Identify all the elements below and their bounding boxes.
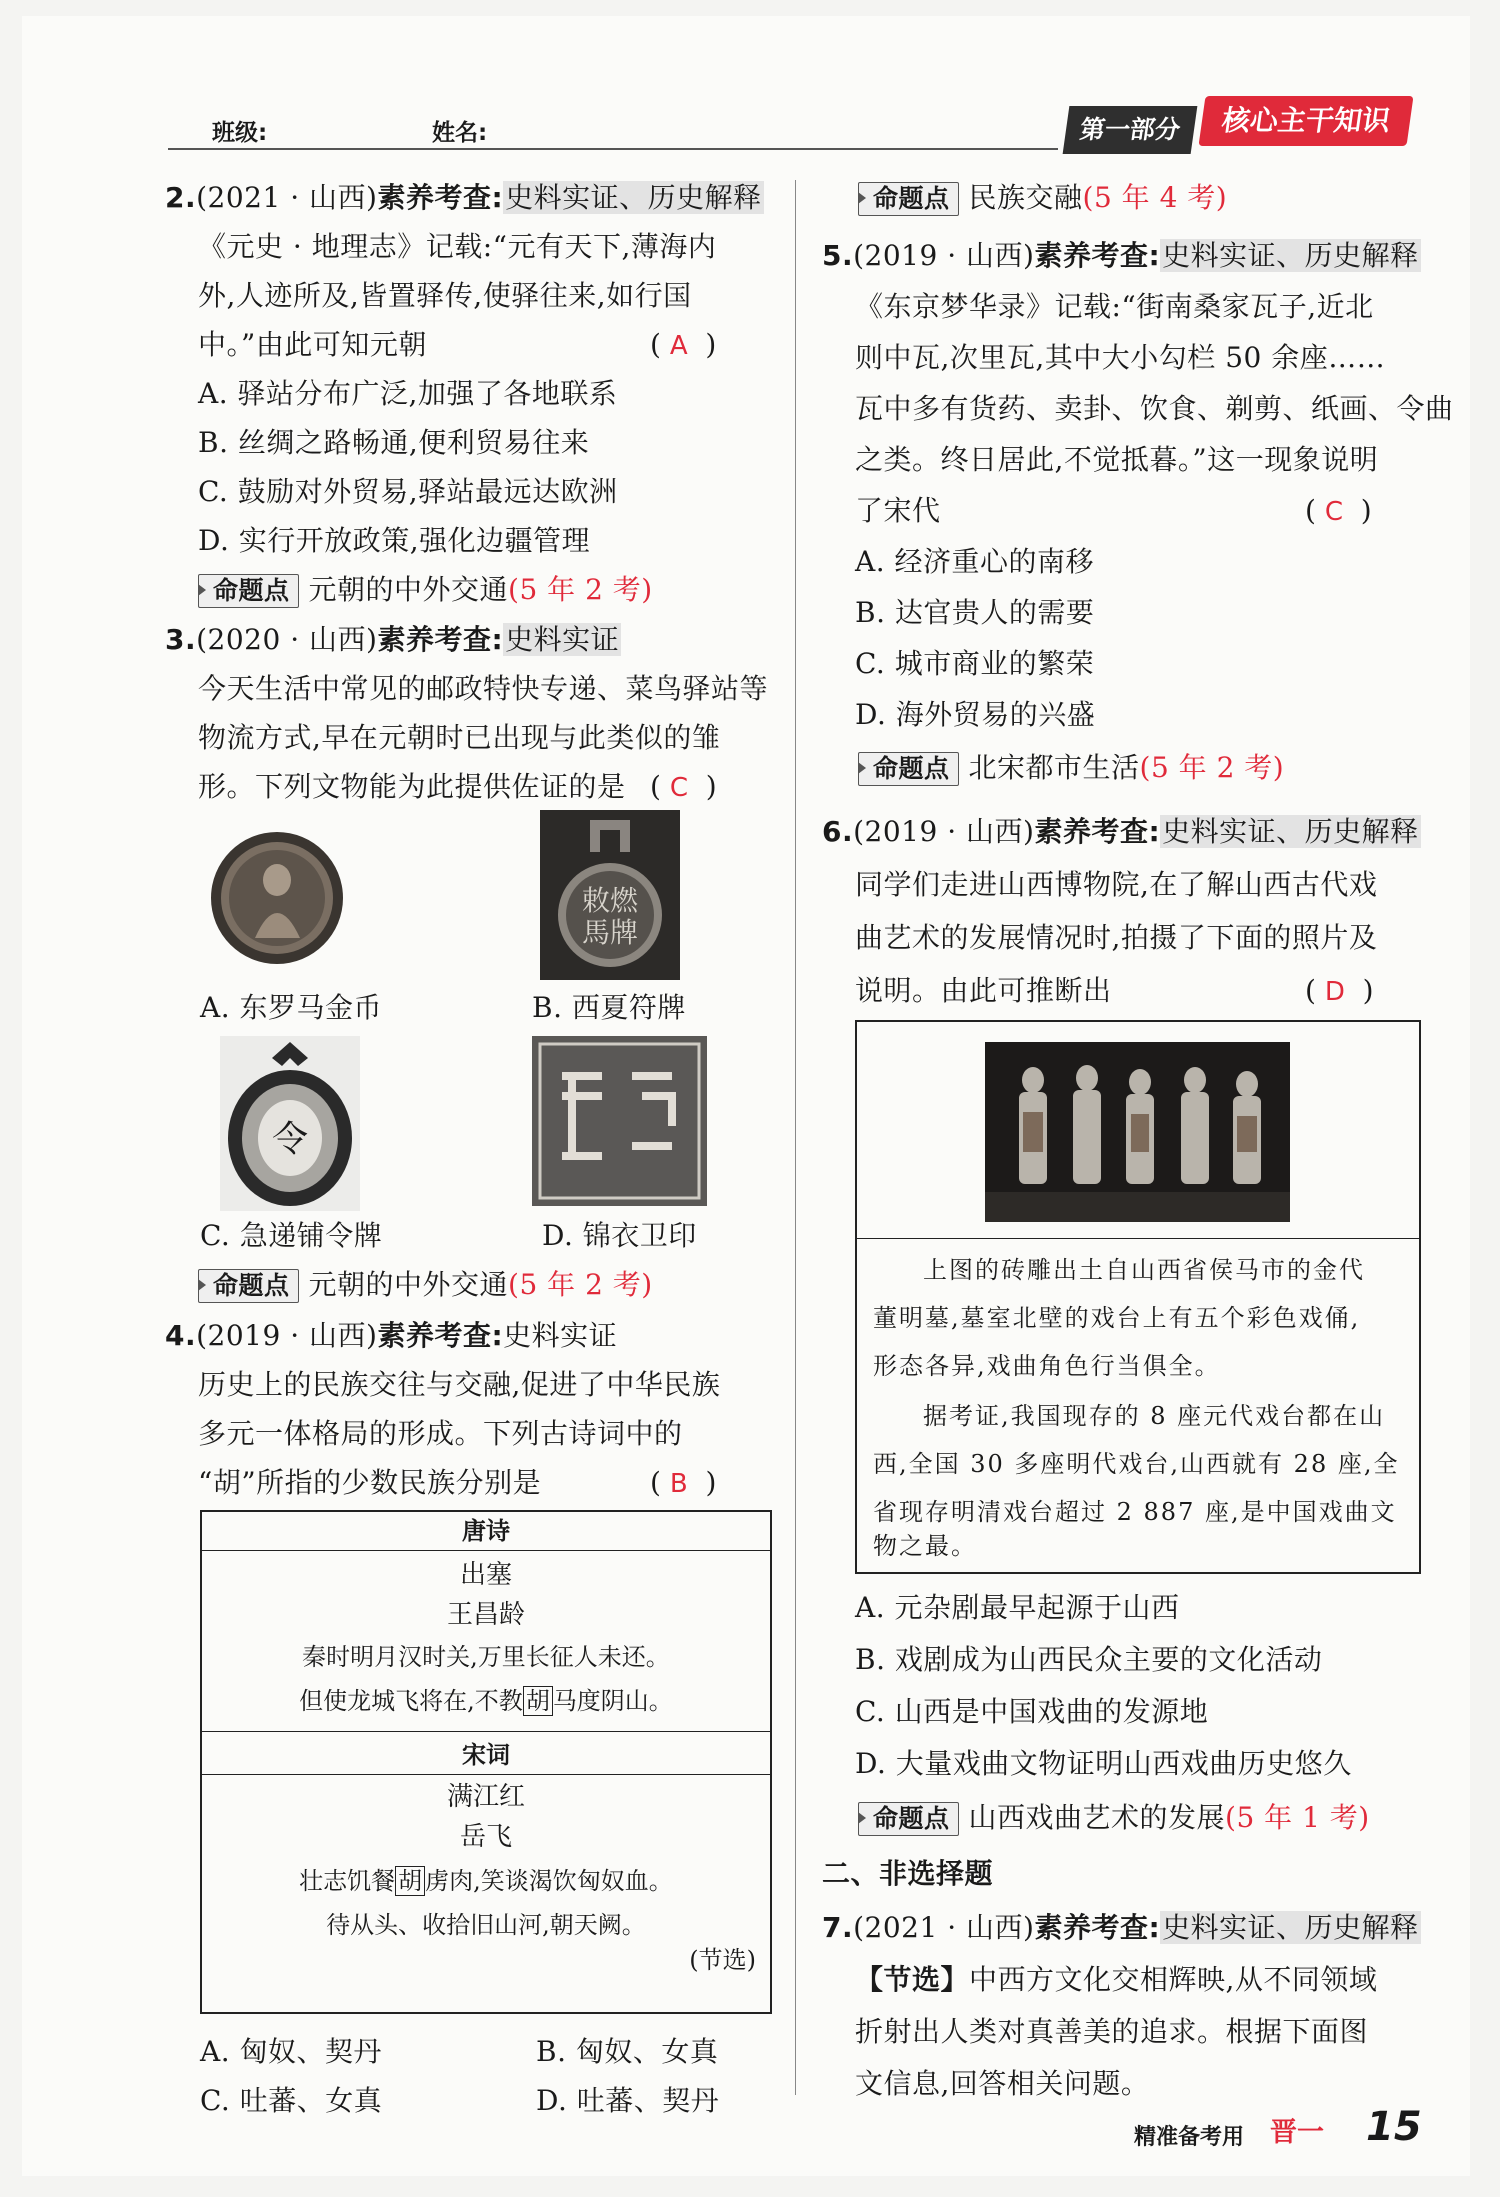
q7-text: 中西方文化交相辉映,从不同领域 bbox=[969, 1963, 1378, 1996]
q4-option: A. 匈奴、契丹 bbox=[200, 2035, 383, 2068]
q3-image-caption: A. 东罗马金币 bbox=[200, 991, 383, 1024]
q4-stem-line: 历史上的民族交往与交融,促进了中华民族 bbox=[198, 1368, 721, 1401]
q7-skills: 史料实证、历史解释 bbox=[1162, 1911, 1419, 1944]
q5-tag: 素养考查: bbox=[1034, 239, 1161, 272]
q2-option: A. 驿站分布广泛,加强了各地联系 bbox=[198, 377, 618, 410]
q3-stem-line: 形。下列文物能为此提供佐证的是 bbox=[198, 770, 626, 803]
q6-stem-line: 曲艺术的发展情况时,拍摄了下面的照片及 bbox=[855, 921, 1378, 954]
q3-image-caption: B. 西夏符牌 bbox=[532, 991, 686, 1024]
q5-answer: C bbox=[1324, 497, 1343, 527]
token-glyph: 令 bbox=[271, 1119, 309, 1160]
q2-meta: (2021 · 山西) bbox=[196, 181, 378, 214]
q2-option: C. 鼓励对外贸易,驿站最远达欧洲 bbox=[198, 475, 618, 508]
q6-option: C. 山西是中国戏曲的发源地 bbox=[855, 1695, 1209, 1728]
core-badge: 核心主干知识 bbox=[1198, 96, 1413, 146]
page-number: 15 bbox=[1366, 2104, 1422, 2150]
song-line: 待从头、收拾旧山河,朝天阙。 bbox=[326, 1911, 646, 1939]
q3-heading bbox=[165, 620, 621, 660]
q5-option: B. 达官贵人的需要 bbox=[855, 596, 1095, 629]
q3-answer: C bbox=[669, 773, 688, 803]
point-label: 命题点 bbox=[198, 1269, 299, 1303]
q4-heading bbox=[165, 1316, 617, 1356]
q6-point-text: 山西戏曲艺术的发展 bbox=[968, 1801, 1226, 1834]
q4-frequency: (5 年 4 考) bbox=[1082, 181, 1228, 214]
q6-option: B. 戏剧成为山西民众主要的文化活动 bbox=[855, 1643, 1323, 1676]
q6-number: 6. bbox=[822, 815, 854, 848]
q5-skills: 史料实证、历史解释 bbox=[1162, 239, 1419, 272]
q5-stem-line: 瓦中多有货药、卖卦、饮食、剃剪、纸画、令曲 bbox=[855, 392, 1454, 425]
tang-line: 秦时明月汉时关,万里长征人未还。 bbox=[302, 1643, 670, 1671]
q3-point-text: 元朝的中外交通 bbox=[308, 1268, 509, 1301]
tang-text: 马度阴山。 bbox=[552, 1687, 673, 1715]
svg-text:馬牌: 馬牌 bbox=[581, 916, 639, 949]
q4-option: B. 匈奴、女真 bbox=[536, 2035, 719, 2068]
q7-number: 7. bbox=[822, 1911, 854, 1944]
q2-answer-bracket: ( A ) bbox=[650, 328, 717, 361]
q5-option: C. 城市商业的繁荣 bbox=[855, 647, 1095, 680]
point-label: 命题点 bbox=[198, 574, 299, 608]
q4-skills: 史料实证 bbox=[503, 1319, 618, 1352]
q4-point-text: 民族交融 bbox=[968, 181, 1083, 214]
q7-stem-line: 折射出人类对真善美的追求。根据下面图 bbox=[855, 2015, 1369, 2048]
song-title: 满江红 bbox=[446, 1782, 525, 1812]
point-label: 命题点 bbox=[858, 752, 959, 786]
song-header: 宋词 bbox=[202, 1736, 770, 1775]
tang-author: 王昌龄 bbox=[446, 1600, 525, 1630]
q5-stem-line: 《东京梦华录》记载:“街南桑家瓦子,近北 bbox=[855, 290, 1374, 323]
note-line: 省现存明清戏台超过 2 887 座,是中国戏曲文 bbox=[873, 1498, 1397, 1526]
q5-stem-line: 则中瓦,次里瓦,其中大小勾栏 50 余座…… bbox=[855, 341, 1386, 374]
footer-label: 精准备考用 bbox=[1134, 2125, 1245, 2150]
q7-meta: (2021 · 山西) bbox=[853, 1911, 1035, 1944]
song-text: 虏肉,笑谈渴饮匈奴血。 bbox=[425, 1867, 673, 1895]
q2-point bbox=[198, 570, 653, 610]
q3-frequency: (5 年 2 考) bbox=[508, 1268, 653, 1301]
q6-stem-line: 同学们走进山西博物院,在了解山西古代戏 bbox=[855, 868, 1378, 901]
q4-meta: (2019 · 山西) bbox=[196, 1319, 378, 1352]
q2-tag: 素养考查: bbox=[377, 181, 504, 214]
q6-option: D. 大量戏曲文物证明山西戏曲历史悠久 bbox=[855, 1747, 1352, 1780]
q4-tag: 素养考查: bbox=[377, 1319, 504, 1352]
tang-title: 出塞 bbox=[459, 1560, 512, 1590]
q6-heading bbox=[822, 812, 1421, 852]
q2-heading bbox=[165, 178, 764, 218]
hu-highlight: 胡 bbox=[395, 1866, 425, 1896]
point-label: 命题点 bbox=[858, 182, 959, 216]
tablet-image bbox=[540, 810, 680, 980]
q6-tag: 素养考查: bbox=[1034, 815, 1161, 848]
q6-point bbox=[858, 1798, 1370, 1838]
note-line: 董明墓,墓室北壁的戏台上有五个彩色戏俑, bbox=[873, 1304, 1361, 1332]
q4-number: 4. bbox=[165, 1319, 197, 1352]
q3-stem-line: 今天生活中常见的邮政特快专递、菜鸟驿站等 bbox=[198, 672, 769, 705]
q3-meta: (2020 · 山西) bbox=[196, 623, 378, 656]
note-line: 上图的砖雕出土自山西省侯马市的金代 bbox=[923, 1256, 1365, 1284]
q2-option: D. 实行开放政策,强化边疆管理 bbox=[198, 524, 591, 557]
q5-point-text: 北宋都市生活 bbox=[968, 751, 1140, 784]
q5-point bbox=[858, 748, 1284, 788]
section-heading: 二、非选择题 bbox=[822, 1857, 994, 1890]
q6-frequency: (5 年 1 考) bbox=[1225, 1801, 1370, 1834]
tang-line bbox=[202, 1679, 770, 1723]
q4-point bbox=[858, 178, 1227, 218]
svg-text:敕燃: 敕燃 bbox=[581, 884, 639, 917]
footer-brand: 晋一 bbox=[1270, 2117, 1324, 2148]
q3-number: 3. bbox=[165, 623, 197, 656]
q6-answer-bracket: ( D ) bbox=[1305, 974, 1374, 1007]
q7-heading bbox=[822, 1908, 1421, 1948]
q2-answer: A bbox=[669, 331, 688, 361]
q4-answer-bracket: ( B ) bbox=[650, 1466, 717, 1499]
q7-stem-line: 文信息,回答相关问题。 bbox=[855, 2067, 1150, 2100]
q6-answer: D bbox=[1324, 977, 1345, 1007]
song-text: 壮志饥餐 bbox=[299, 1867, 396, 1895]
note-line: 物之最。 bbox=[873, 1532, 977, 1560]
q7-lead: 【节选】 bbox=[855, 1963, 970, 1996]
q5-option: A. 经济重心的南移 bbox=[855, 545, 1095, 578]
song-line bbox=[202, 1857, 770, 1905]
tang-header: 唐诗 bbox=[202, 1512, 770, 1551]
token-image bbox=[220, 1036, 360, 1211]
q2-point-text: 元朝的中外交通 bbox=[308, 573, 509, 606]
q2-skills: 史料实证、历史解释 bbox=[505, 181, 762, 214]
q5-heading bbox=[822, 236, 1421, 276]
q2-number: 2. bbox=[165, 181, 197, 214]
point-label: 命题点 bbox=[858, 1802, 959, 1836]
brick-carving-photo bbox=[985, 1042, 1290, 1222]
q2-stem-line: 《元史 · 地理志》记载:“元有天下,薄海内 bbox=[198, 230, 717, 263]
q5-number: 5. bbox=[822, 239, 854, 272]
q3-point bbox=[198, 1265, 653, 1305]
q5-meta: (2019 · 山西) bbox=[853, 239, 1035, 272]
q2-stem-line: 外,人迹所及,皆置驿传,使驿往来,如行国 bbox=[198, 279, 692, 312]
q2-option: B. 丝绸之路畅通,便利贸易往来 bbox=[198, 426, 590, 459]
name-label: 姓名: bbox=[432, 120, 488, 146]
q2-stem-line: 中。”由此可知元朝 bbox=[198, 328, 427, 361]
class-label: 班级: bbox=[212, 120, 268, 146]
hu-highlight: 胡 bbox=[523, 1686, 553, 1716]
note-line: 据考证,我国现存的 8 座元代戏台都在山 bbox=[923, 1402, 1386, 1430]
q4-stem-line: 多元一体格局的形成。下列古诗词中的 bbox=[198, 1417, 683, 1450]
q6-skills: 史料实证、历史解释 bbox=[1162, 815, 1419, 848]
q3-tag: 素养考查: bbox=[377, 623, 504, 656]
q6-option: A. 元杂剧最早起源于山西 bbox=[855, 1591, 1180, 1624]
q4-option: D. 吐蕃、契丹 bbox=[536, 2084, 720, 2117]
column-divider bbox=[795, 180, 796, 2095]
q3-stem-line: 物流方式,早在元朝时已出现与此类似的雏 bbox=[198, 721, 721, 754]
q6-meta: (2019 · 山西) bbox=[853, 815, 1035, 848]
q2-frequency: (5 年 2 考) bbox=[508, 573, 653, 606]
q5-stem-line: 了宋代 bbox=[855, 494, 941, 527]
q5-stem-line: 之类。终日居此,不觉抵暮。”这一现象说明 bbox=[855, 443, 1379, 476]
seal-image bbox=[532, 1036, 707, 1206]
q3-answer-bracket: ( C ) bbox=[650, 770, 717, 803]
q5-answer-bracket: ( C ) bbox=[1305, 494, 1372, 527]
part-badge: 第一部分 bbox=[1063, 106, 1198, 154]
excerpt-note: (节选) bbox=[689, 1946, 756, 1974]
note-line: 西,全国 30 多座明代戏台,山西就有 28 座,全 bbox=[873, 1450, 1400, 1478]
q4-option: C. 吐蕃、女真 bbox=[200, 2084, 383, 2117]
q4-stem-line: “胡”所指的少数民族分别是 bbox=[198, 1466, 542, 1499]
q3-image-caption: C. 急递铺令牌 bbox=[200, 1219, 383, 1252]
q5-frequency: (5 年 2 考) bbox=[1139, 751, 1285, 784]
coin-image bbox=[210, 818, 345, 978]
tang-text: 但使龙城飞将在,不教 bbox=[299, 1687, 523, 1715]
song-author: 岳飞 bbox=[459, 1822, 512, 1852]
q5-option: D. 海外贸易的兴盛 bbox=[855, 698, 1096, 731]
poem-table bbox=[200, 1510, 772, 2014]
theater-note-box bbox=[855, 1020, 1421, 1574]
q3-image-caption: D. 锦衣卫印 bbox=[542, 1219, 697, 1252]
q7-stem-line bbox=[855, 1960, 1377, 2000]
q6-stem-line: 说明。由此可推断出 bbox=[855, 974, 1112, 1007]
q4-answer: B bbox=[669, 1469, 688, 1499]
q7-tag: 素养考查: bbox=[1034, 1911, 1161, 1944]
note-line: 形态各异,戏曲角色行当俱全。 bbox=[873, 1352, 1221, 1380]
header-rule bbox=[168, 148, 1058, 150]
q3-skills: 史料实证 bbox=[505, 623, 620, 656]
